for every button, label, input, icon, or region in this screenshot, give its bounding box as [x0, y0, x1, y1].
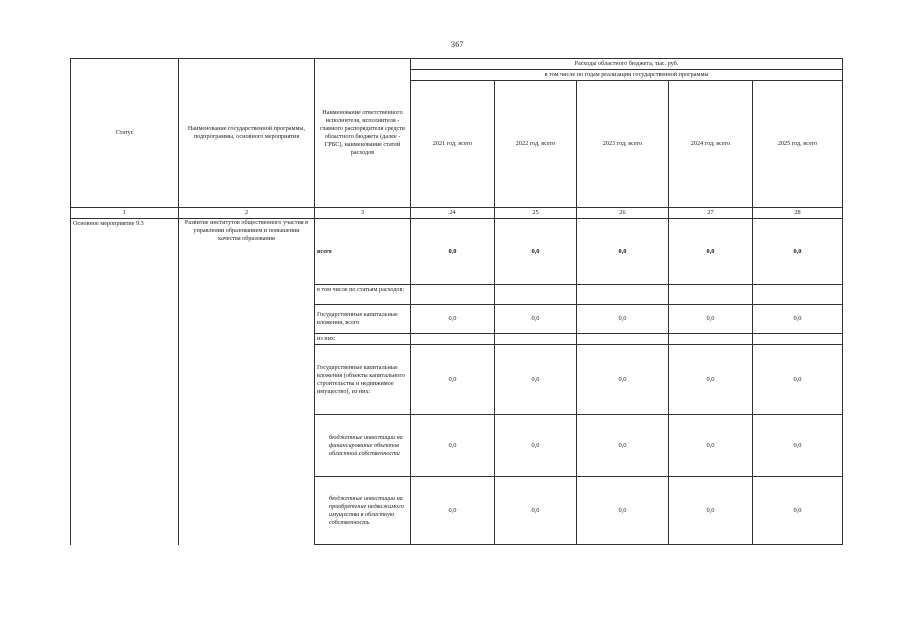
value-cell — [669, 285, 753, 305]
value-cell: 0,0 — [753, 219, 843, 285]
column-number: 27 — [669, 208, 753, 219]
value-cell: 0,0 — [669, 477, 753, 545]
value-cell — [495, 334, 577, 345]
header-budget-title: Расходы областного бюджета, тыс. руб. — [411, 59, 843, 70]
value-cell: 0,0 — [577, 477, 669, 545]
header-program-name: Наименование государственной программы, подпрограммы, основного мероприятия — [179, 59, 315, 208]
value-cell: 0,0 — [753, 415, 843, 477]
value-cell: 0,0 — [495, 415, 577, 477]
status-cell: Основное мероприятие 9.3 — [71, 219, 179, 545]
value-cell: 0,0 — [753, 345, 843, 415]
value-cell: 0,0 — [411, 415, 495, 477]
value-cell: 0,0 — [577, 415, 669, 477]
value-cell: 0,0 — [411, 477, 495, 545]
column-number: 26 — [577, 208, 669, 219]
row-label-capital-investments: Государственные капитальные вложения, всего — [315, 305, 411, 334]
row-label-regional-objects: бюджетные инвестиции на финансирование объектов областной собственности — [315, 415, 411, 477]
header-by-years: в том числе по годам реализации государственной программы — [411, 70, 843, 81]
value-cell: 0,0 — [495, 477, 577, 545]
row-label-by-articles: в том числе по статьям расходов: — [315, 285, 411, 305]
row-label-total: всего — [315, 219, 411, 285]
value-cell: 0,0 — [411, 345, 495, 415]
value-cell: 0,0 — [669, 305, 753, 334]
column-number: 28 — [753, 208, 843, 219]
column-number: 1 — [71, 208, 179, 219]
header-year-2021: 2021 год, всего — [411, 81, 495, 208]
value-cell: 0,0 — [669, 415, 753, 477]
row-label-real-estate: бюджетные инвестиции на приобретение недвижимого имущества в областную собственность — [315, 477, 411, 545]
value-cell: 0,0 — [411, 219, 495, 285]
row-label-capital-construction: Государственные капитальные вложения (объекты капитального строительства и недвижимое имущество), из них: — [315, 345, 411, 415]
value-cell: 0,0 — [669, 345, 753, 415]
column-number: 3 — [315, 208, 411, 219]
header-year-2023: 2023 год, всего — [577, 81, 669, 208]
column-number: 2 — [179, 208, 315, 219]
value-cell: 0,0 — [753, 305, 843, 334]
value-cell — [411, 334, 495, 345]
value-cell — [577, 285, 669, 305]
value-cell: 0,0 — [495, 219, 577, 285]
value-cell — [495, 285, 577, 305]
header-year-2024: 2024 год, всего — [669, 81, 753, 208]
value-cell: 0,0 — [495, 305, 577, 334]
row-label-of-them: из них: — [315, 334, 411, 345]
value-cell — [753, 285, 843, 305]
program-name-cell: Развитие институтов общественного участия в управлении образованием и повышении качества образования — [179, 219, 315, 545]
page-number: 367 — [451, 40, 464, 49]
value-cell: 0,0 — [577, 305, 669, 334]
header-year-2025: 2025 год, всего — [753, 81, 843, 208]
value-cell: 0,0 — [411, 305, 495, 334]
column-number: 24 — [411, 208, 495, 219]
header-executor: Наименование ответственного исполнителя, исполнителя - главного распорядителя средств областного бюджета (далее - ГРБС), наименование статей расходов — [315, 59, 411, 208]
value-cell: 0,0 — [577, 345, 669, 415]
header-year-2022: 2022 год, всего — [495, 81, 577, 208]
value-cell — [669, 334, 753, 345]
value-cell — [753, 334, 843, 345]
value-cell: 0,0 — [669, 219, 753, 285]
value-cell — [577, 334, 669, 345]
value-cell: 0,0 — [753, 477, 843, 545]
header-status: Статус — [71, 59, 179, 208]
value-cell: 0,0 — [495, 345, 577, 415]
budget-table — [70, 58, 843, 545]
value-cell: 0,0 — [577, 219, 669, 285]
value-cell — [411, 285, 495, 305]
column-number: 25 — [495, 208, 577, 219]
